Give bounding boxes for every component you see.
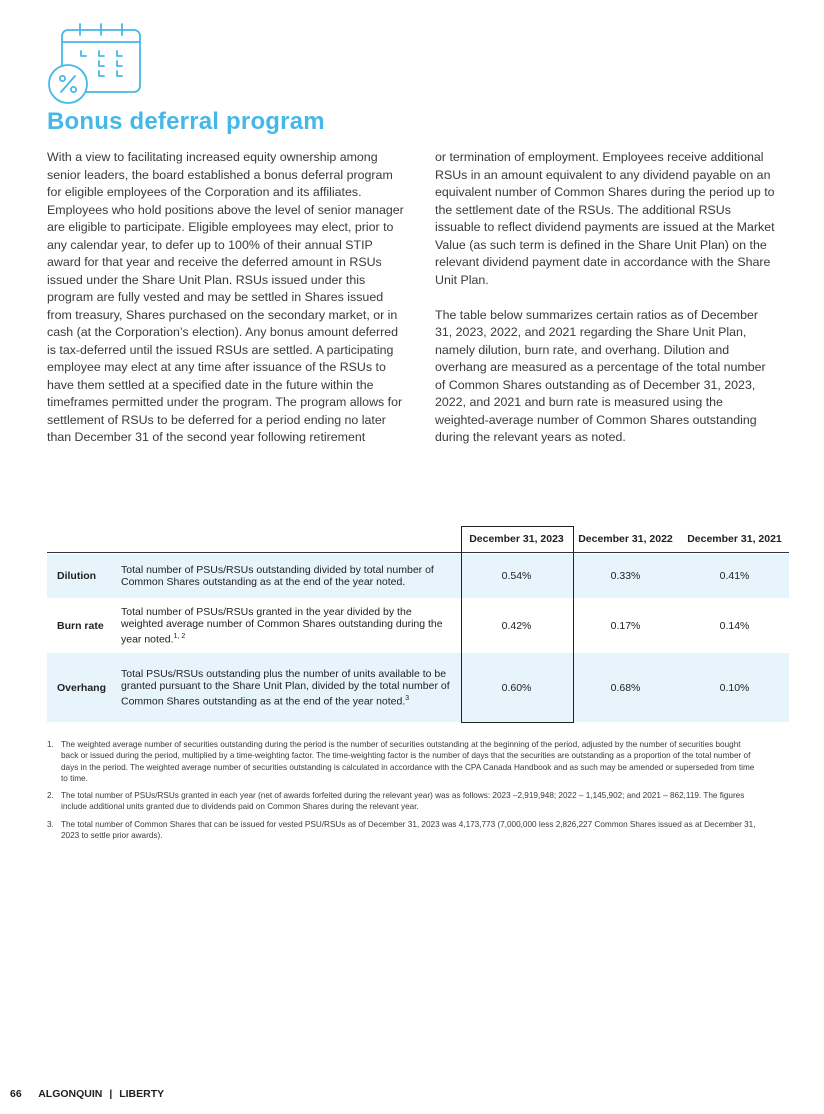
value-2022: 0.17% (610, 619, 641, 632)
page-footer (10, 1088, 164, 1100)
body-right-column (435, 149, 775, 447)
value-2022: 0.68% (571, 653, 680, 722)
body-paragraph: The table below summarizes certain ratios as of December 31, 2023, 2022, and 2021 regarding the Share Unit Plan, namely dilution, burn rate, and overhang. Dilution and overhang are measured as a percentage of the total number of Common Shares outstanding as of December 31, 2023, 2022, and 2021 and burn rate is measured using the weighted-average number of Common Shares outstanding during the relevant years as noted. (435, 307, 766, 444)
body-paragraph: or termination of employment. Employees receive additional RSUs in an amount equivalent to any dividend payable on an equivalent number of Common Shares during the period up to the settlement date of the RSUs. The additional RSUs issuable to reflect dividend payments are issued at the Market Value (as such term is defined in the Share Unit Plan) on the relevant dividend payment date in accordance with the Share Unit Plan. (435, 150, 775, 287)
footnote-number: 2. (47, 791, 54, 801)
table-row-burn-rate (47, 598, 789, 653)
value-2023: 0.54% (462, 554, 571, 598)
table-header-2022: December 31, 2022 (571, 526, 680, 553)
footnote-text: The total number of Common Shares that can be issued for vested PSU/RSUs as of December 31, 2023 was 4,173,773 (7,000,000 less 2,826,227 Common Shares issued as at December 31, 2023 to settle prior awards). (61, 819, 756, 841)
row-metric: Burn rate (57, 619, 104, 632)
body-paragraph: With a view to facilitating increased equity ownership among senior leaders, the board established a bonus deferral program for eligible employees of the Corporation and its affiliates. Employees who hold positions above the level of senior manager are eligible to participate. Eligible employees may elect, prior to any calendar year, to defer up to 100% of their annual STIP award for that year and receive the deferred amount in RSUs issued under the Share Unit Plan. RSUs issued under this program are fully vested and may be settled in Shares issued from treasury, Shares purchased on the secondary market, or in cash (at the Corporation’s election). Any bonus amount deferred is tax-deferred until the issued RSUs are settled. A participating employee may elect at any time after issuance of the RSUs to have them settled at a specified date in the future within the timeframes permitted under the program. The program allows for settlement of RSUs to be deferred for a period ending no later than December 31 of the second year following retirement (47, 150, 404, 444)
value-2023: 0.42% (501, 619, 532, 632)
brand-separator: | (109, 1088, 113, 1100)
value-2021: 0.10% (680, 653, 789, 722)
footnote (47, 739, 757, 784)
row-metric: Dilution (47, 554, 117, 598)
value-2021: 0.14% (719, 619, 750, 632)
footnote-ref: 3 (405, 694, 410, 702)
footnote-ref: 1, 2 (173, 632, 186, 640)
table-header-2023: December 31, 2023 (462, 526, 571, 553)
calendar-percent-icon (46, 22, 144, 106)
footnotes (47, 739, 757, 847)
row-description: Total number of PSUs/RSUs granted in the year divided by the weighted average number of Common Shares outstanding during the year noted.$^{1, 2}$ (121, 605, 443, 645)
body-left-column (47, 149, 407, 447)
table-header-2021: December 31, 2021 (680, 526, 789, 553)
brand-name-left: ALGONQUIN (38, 1088, 103, 1100)
brand-name-right: LIBERTY (119, 1088, 165, 1100)
footnote (47, 819, 757, 842)
footnote (47, 790, 757, 813)
table-header-blank (117, 526, 462, 553)
footnote-text: The total number of PSUs/RSUs granted in each year (net of awards forfeited during the relevant year) was as follows: 2023 –2,919,948; 2022 – 1,145,902; and 2021 – 862,119. The figures include additional units granted due to dividends paid on Common Shares during the relevant year. (61, 791, 745, 812)
share-unit-ratio-table (47, 526, 789, 722)
table-row-overhang (47, 653, 789, 722)
section-title: Bonus deferral program (47, 108, 325, 135)
row-metric: Overhang (47, 653, 117, 722)
table-header-row (47, 526, 789, 553)
footnote-number: 3. (47, 819, 54, 829)
row-description: Total PSUs/RSUs outstanding plus the number of units available to be granted pursuant to the Share Unit Plan, divided by the total number of Common Shares outstanding as at the end of the year noted.$^3$ (117, 653, 462, 722)
row-description: Total number of PSUs/RSUs outstanding divided by total number of Common Shares outstanding as at the end of the year noted. (117, 554, 462, 598)
table-row-dilution (47, 554, 789, 598)
footnote-text: The weighted average number of securities outstanding during the period is the number of securities outstanding at the beginning of the period, adjusted by the number of securities bought back or issued during the period, multiplied by a time-weighting factor. The time-weighting factor is the number of days that the securities are outstanding as a proportion of the total number of days in the period. The weighted average number of securities outstanding is calculated in accordance with the CPA Canada Handbook and as such may be amended or superseded from time to time. (61, 740, 755, 783)
value-2022: 0.33% (571, 554, 680, 598)
table-header-blank (47, 526, 117, 553)
value-2021: 0.41% (680, 554, 789, 598)
value-2023: 0.60% (462, 653, 571, 722)
footnote-number: 1. (47, 740, 54, 749)
page-number: 66 (10, 1088, 22, 1100)
